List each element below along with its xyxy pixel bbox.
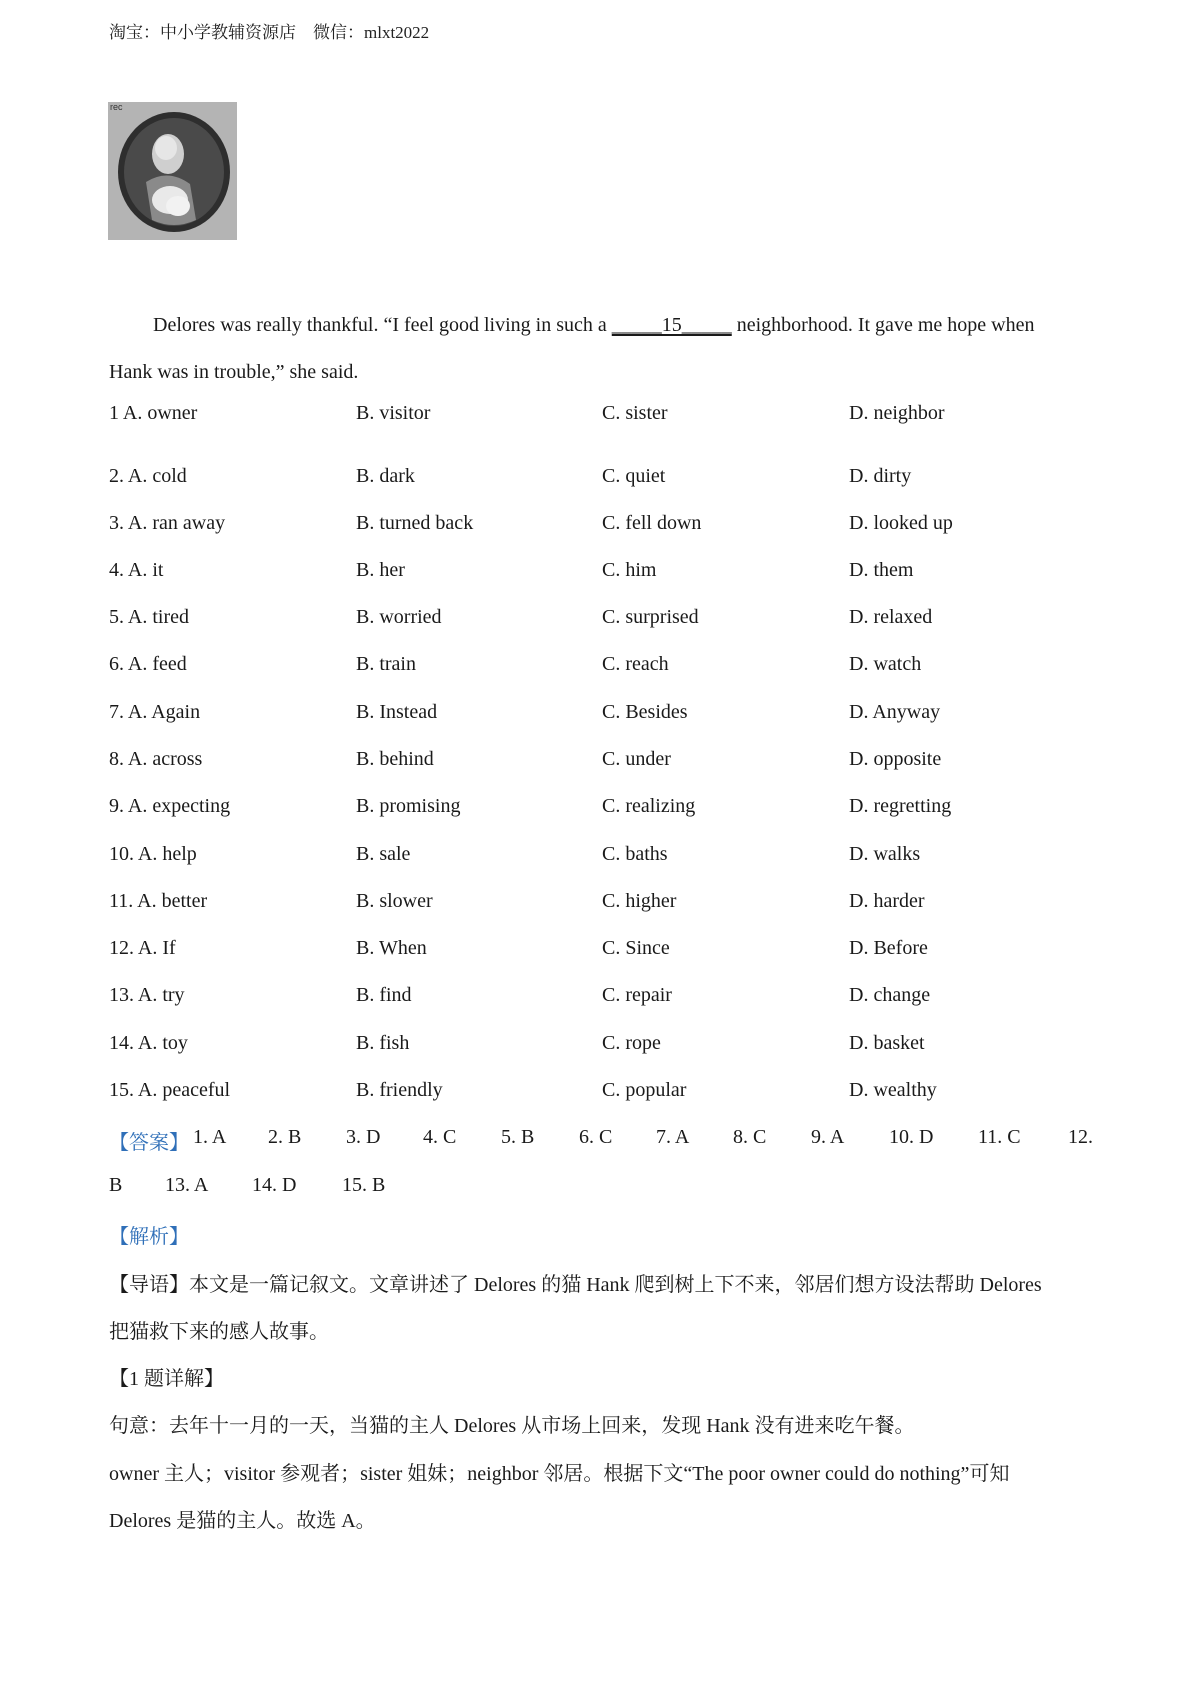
- option-c: C. higher: [602, 890, 677, 912]
- option-a: 15. A. peaceful: [109, 1079, 231, 1101]
- answer-item: 7. A: [656, 1126, 690, 1148]
- answer-item: 8. C: [733, 1126, 767, 1148]
- answer-label: 【答案】: [109, 1132, 189, 1154]
- passage-line-1: Delores was really thankful. “I feel good living in such a _____15_____ neighborhood. It gave me hope when: [153, 314, 1035, 336]
- photo-caption: rec: [110, 102, 123, 112]
- option-b: B. behind: [356, 748, 434, 770]
- option-d: D. change: [849, 984, 931, 1006]
- page-header: [109, 18, 429, 43]
- option-a: 2. A. cold: [109, 465, 187, 487]
- q1-detail-line-2: owner 主人；visitor 参观者；sister 姐妹；neighbor 邻居。根据下文“The poor owner could do nothing”可知: [109, 1463, 1010, 1485]
- answer-item: 15. B: [342, 1174, 386, 1196]
- option-b: B. turned back: [356, 512, 474, 534]
- option-b: B. slower: [356, 890, 433, 912]
- blank-15: _____15_____: [611, 314, 732, 336]
- option-b: B. friendly: [356, 1079, 443, 1101]
- option-b: B. dark: [356, 465, 415, 487]
- q1-detail-title: 【1 题详解】: [109, 1368, 224, 1390]
- option-a: 10. A. help: [109, 843, 197, 865]
- question-row: [109, 701, 1109, 731]
- option-d: D. harder: [849, 890, 925, 912]
- option-c: C. baths: [602, 843, 668, 865]
- option-a: 3. A. ran away: [109, 512, 226, 534]
- option-a: 1 A. owner: [109, 402, 198, 424]
- question-row: [109, 748, 1109, 778]
- option-c: C. Since: [602, 937, 670, 959]
- option-d: D. looked up: [849, 512, 953, 534]
- answer-item: 3. D: [346, 1126, 381, 1148]
- question-row: [109, 843, 1109, 873]
- option-a: 4. A. it: [109, 559, 164, 581]
- option-d: D. opposite: [849, 748, 942, 770]
- guide-line-2: 把猫救下来的感人故事。: [109, 1321, 329, 1343]
- option-a: 11. A. better: [109, 890, 208, 912]
- answer-item: 1. A: [193, 1126, 227, 1148]
- option-c: C. under: [602, 748, 671, 770]
- question-row: [109, 1079, 1109, 1109]
- question-row: [109, 402, 1109, 432]
- answer-item: 13. A: [165, 1174, 209, 1196]
- option-c: C. him: [602, 559, 657, 581]
- option-b: B. promising: [356, 795, 461, 817]
- option-b: B. find: [356, 984, 412, 1006]
- question-row: [109, 559, 1109, 589]
- option-d: D. dirty: [849, 465, 912, 487]
- answer-item: 14. D: [252, 1174, 297, 1196]
- answer-item: 6. C: [579, 1126, 613, 1148]
- question-row: [109, 1032, 1109, 1062]
- option-d: D. watch: [849, 653, 922, 675]
- option-c: C. fell down: [602, 512, 702, 534]
- option-a: 9. A. expecting: [109, 795, 231, 817]
- shop-name: 淘宝：中小学教辅资源店: [109, 23, 296, 42]
- option-d: D. Before: [849, 937, 928, 959]
- question-row: [109, 606, 1109, 636]
- option-b: B. When: [356, 937, 427, 959]
- option-c: C. repair: [602, 984, 672, 1006]
- option-a: 7. A. Again: [109, 701, 201, 723]
- option-d: D. Anyway: [849, 701, 941, 723]
- answers-row-2: [109, 1174, 1109, 1204]
- option-b: B. fish: [356, 1032, 410, 1054]
- analysis-label: 【解析】: [109, 1226, 189, 1248]
- q1-detail-line-3: Delores 是猫的主人。故选 A。: [109, 1510, 376, 1532]
- answer-item: 2. B: [268, 1126, 302, 1148]
- option-c: C. realizing: [602, 795, 696, 817]
- question-row: [109, 465, 1109, 495]
- question-row: [109, 984, 1109, 1014]
- wechat-id: 微信：mlxt2022: [313, 23, 430, 42]
- option-a: 5. A. tired: [109, 606, 189, 628]
- option-b: B. train: [356, 653, 416, 675]
- option-d: D. relaxed: [849, 606, 933, 628]
- option-c: C. rope: [602, 1032, 661, 1054]
- option-b: B. her: [356, 559, 405, 581]
- option-d: D. wealthy: [849, 1079, 937, 1101]
- question-row: [109, 795, 1109, 825]
- option-c: C. surprised: [602, 606, 699, 628]
- answer-item: 4. C: [423, 1126, 457, 1148]
- option-b: B. sale: [356, 843, 411, 865]
- answer-item: 12.: [1068, 1126, 1093, 1148]
- option-a: 6. A. feed: [109, 653, 187, 675]
- question-row: [109, 937, 1109, 967]
- option-a: 8. A. across: [109, 748, 203, 770]
- q1-detail-line-1: 句意：去年十一月的一天，当猫的主人 Delores 从市场上回来，发现 Hank 没有进来吃午餐。: [109, 1415, 915, 1437]
- question-row: [109, 890, 1109, 920]
- option-d: D. neighbor: [849, 402, 945, 424]
- option-d: D. basket: [849, 1032, 925, 1054]
- answer-item: 10. D: [889, 1126, 934, 1148]
- answers-row-1: [109, 1126, 1109, 1156]
- option-c: C. Besides: [602, 701, 688, 723]
- option-d: D. them: [849, 559, 914, 581]
- option-d: D. regretting: [849, 795, 952, 817]
- guide-line-1: 【导语】本文是一篇记叙文。文章讲述了 Delores 的猫 Hank 爬到树上下不来，邻居们想方设法帮助 Delores: [109, 1274, 1042, 1296]
- answer-item: B: [109, 1174, 123, 1196]
- question-row: [109, 653, 1109, 683]
- answer-item: 5. B: [501, 1126, 535, 1148]
- option-c: C. sister: [602, 402, 668, 424]
- option-a: 13. A. try: [109, 984, 185, 1006]
- question-row: [109, 512, 1109, 542]
- portrait-photo: [108, 102, 237, 240]
- option-c: C. popular: [602, 1079, 687, 1101]
- option-b: B. worried: [356, 606, 442, 628]
- portrait-photo-icon: [108, 102, 237, 240]
- option-b: B. Instead: [356, 701, 438, 723]
- option-a: 14. A. toy: [109, 1032, 188, 1054]
- passage-line-2: Hank was in trouble,” she said.: [109, 361, 359, 383]
- option-d: D. walks: [849, 843, 921, 865]
- answer-item: 9. A: [811, 1126, 845, 1148]
- option-a: 12. A. If: [109, 937, 176, 959]
- option-b: B. visitor: [356, 402, 431, 424]
- answer-item: 11. C: [978, 1126, 1021, 1148]
- option-c: C. reach: [602, 653, 669, 675]
- option-c: C. quiet: [602, 465, 666, 487]
